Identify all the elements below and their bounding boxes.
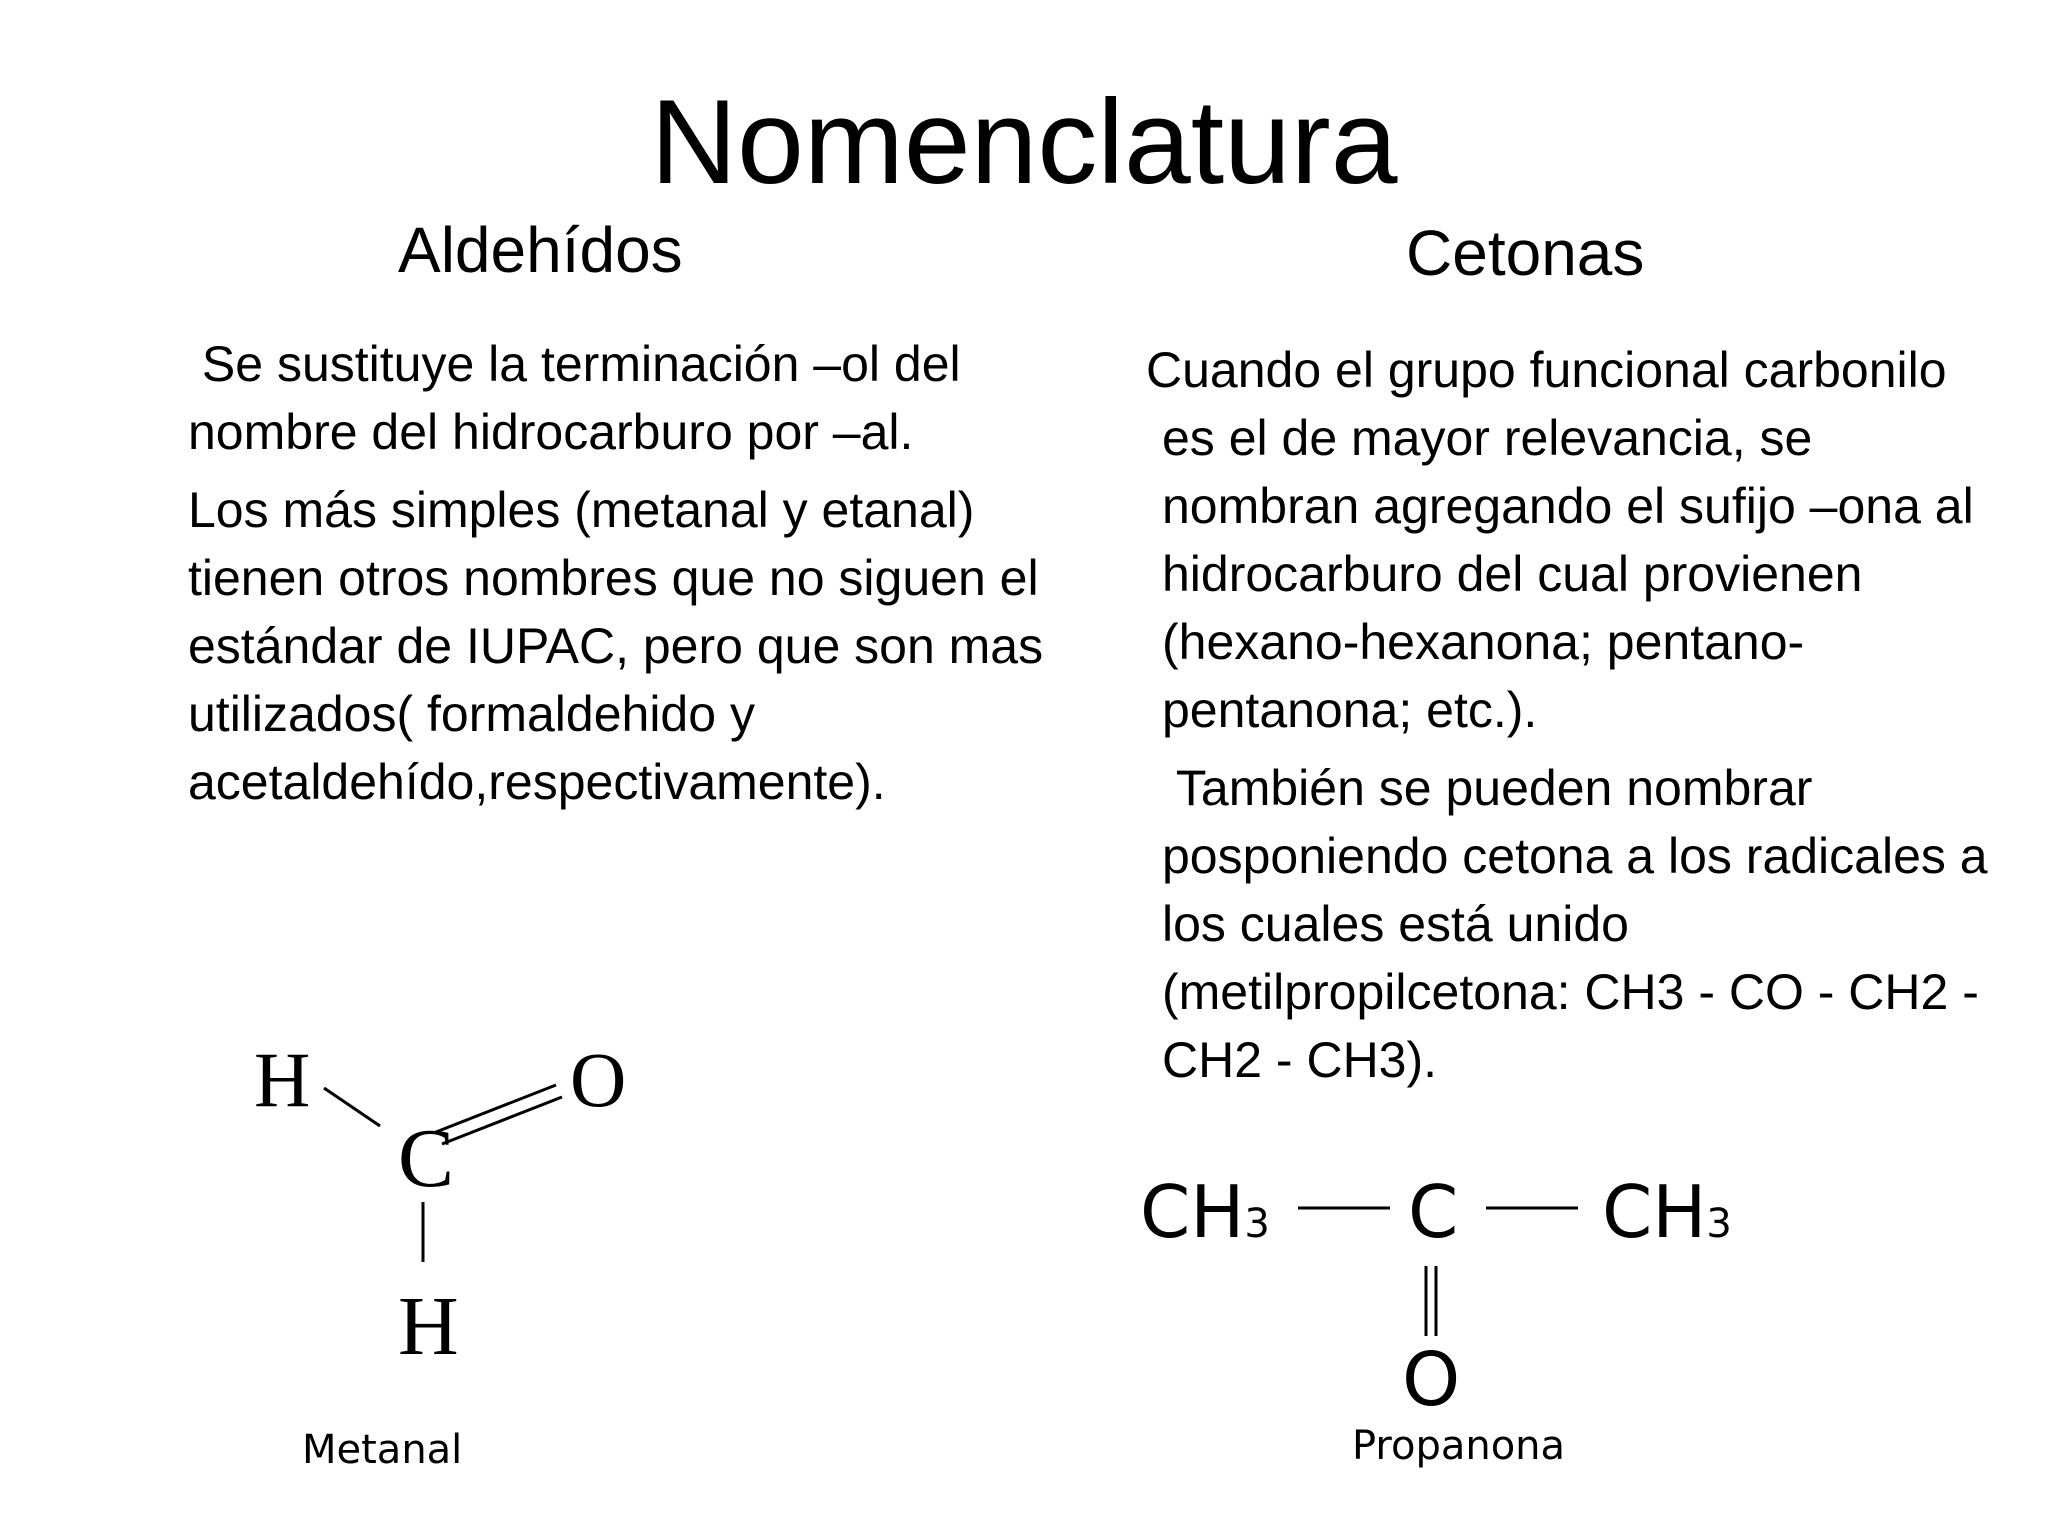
cetonas-heading: Cetonas bbox=[1406, 217, 1645, 289]
bond-h-c bbox=[324, 1088, 380, 1126]
atom-h-top: H bbox=[254, 1036, 311, 1123]
atom-h-bottom: H bbox=[398, 1280, 459, 1373]
group-ch3-right-label: CH bbox=[1602, 1170, 1707, 1254]
aldehidos-paragraph-1: Se sustituye la terminación –ol del nombre del hidrocarburo por –al. bbox=[188, 336, 975, 460]
metanal-structure bbox=[240, 1030, 660, 1390]
atom-o-ketone: O bbox=[1402, 1337, 1461, 1423]
cetonas-paragraph-2: También se pueden nombrar posponiendo cetona a los radicales a los cuales está unido (metilpropilcetona: CH3 - CO - CH2 - CH2 - CH3). bbox=[1162, 760, 2002, 1088]
metanal-caption: Metanal bbox=[302, 1427, 463, 1473]
group-ch3-left-subscript: 3 bbox=[1244, 1201, 1270, 1247]
atom-c: C bbox=[398, 1112, 455, 1205]
propanona-caption: Propanona bbox=[1352, 1423, 1566, 1469]
aldehidos-heading: Aldehídos bbox=[398, 214, 683, 286]
cetonas-paragraph-1: Cuando el grupo funcional carbonilo es el de mayor relevancia, se nombran agregando el sufijo –ona al hidrocarburo del cual provienen (hexano-hexanona; pentano-pentanona; etc.). bbox=[1146, 342, 1974, 738]
cetonas-text bbox=[1146, 336, 2006, 1094]
propanona-structure bbox=[1140, 1170, 1760, 1430]
slide-title: Nomenclatura bbox=[650, 75, 1398, 209]
aldehidos-text bbox=[188, 330, 1088, 816]
group-ch3-left-label: CH bbox=[1140, 1170, 1245, 1254]
bond-c-o-2 bbox=[442, 1097, 562, 1144]
atom-o: O bbox=[570, 1036, 627, 1123]
atom-c-center: C bbox=[1408, 1170, 1459, 1254]
aldehidos-paragraph-2: Los más simples (metanal y etanal) tienen otros nombres que no siguen el estándar de IUPAC, pero que son mas utilizados( formaldehido y acetaldehído,respectivamente). bbox=[188, 482, 1044, 810]
group-ch3-right-subscript: 3 bbox=[1706, 1201, 1732, 1247]
